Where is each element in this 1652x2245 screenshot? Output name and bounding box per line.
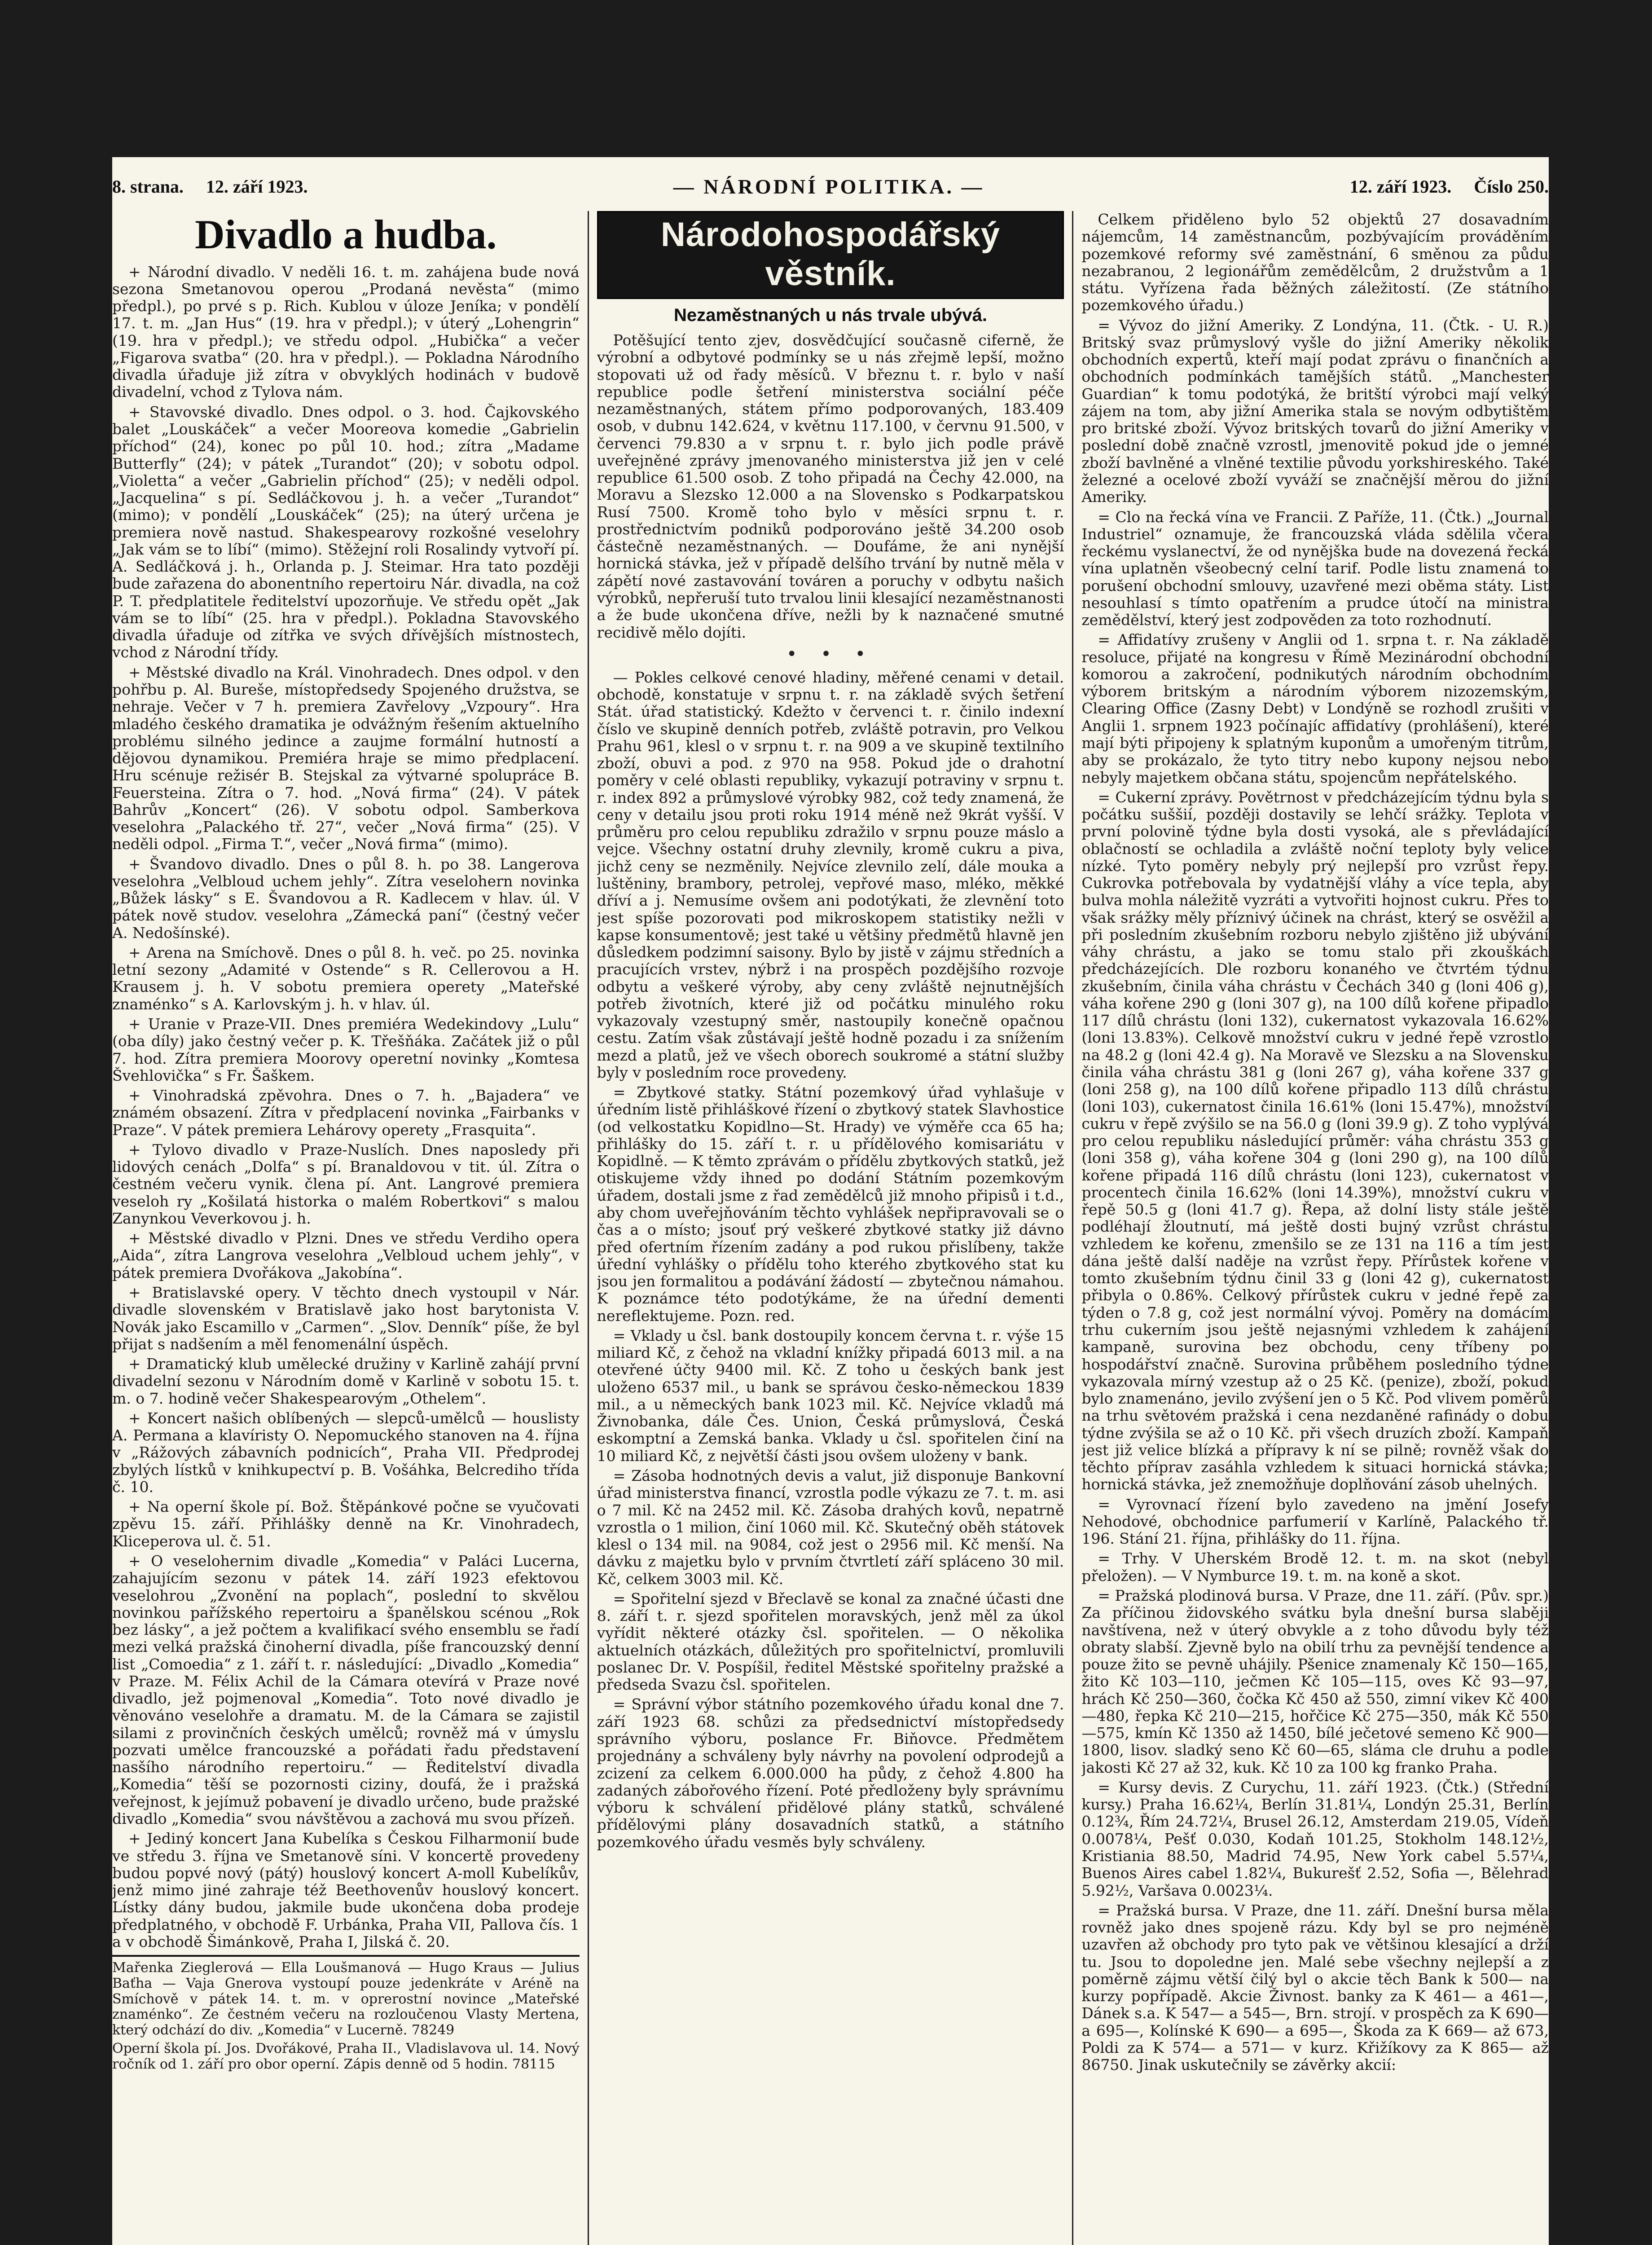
header-date-right: 12. září 1923. xyxy=(1349,176,1452,197)
advertisements xyxy=(112,1955,580,2073)
section-heading-theatre: Divadlo a hudba. xyxy=(195,211,497,257)
article-paragraph: = Správní výbor státního pozemkového úřadu konal dne 7. září 1923 68. schůzi za předsednictví místopředsedy správního výboru, poslance Fr. Biňovce. Předmětem projednány a schváleny byly návrhy na povolení odprodejů a zcizení za celkem 6.000.000 ha půdy, z čehož 4.800 ha zadaných zábořového řízení. Poté předloženy byly správnímu výboru k schválení přidělové plány statků, schválené přídělovými plány dosavadních statků, a státního pozemkového úřadu vesměs byly schváleny. xyxy=(597,1695,1064,1851)
lead-article: Potěšující tento zjev, dosvědčující současně ciferně, že výrobní a odbytové podmínky se u nás zřejmě lepší, možno stopovati už od řady měsíců. V březnu t. r. bylo v naší republice podle šetření ministerstva sociální péče nezaměstnaných, státem přímo podporovaných, 183.409 osob, v dubnu 142.624, v květnu 117.100, v červnu 91.500, v červenci 79.830 a v srpnu t. r. bylo jich podle právě uveřejněné zprávy jmenovaného ministerstva již jen v celé republice 61.500 osob. Z toho připadá na Čechy 42.000, na Moravu a Slezsko 12.000 a na Slovensko s Podkarpatskou Rusí 7500. Kromě toho bylo v měsíci srpnu t. r. prostřednictvím podniků podporováno ještě 34.200 osob částečně nezaměstnaných. — Doufáme, že ani nynější hornická stávka, jež v případě delšího trvání by nutně měla v zápětí nové zastavování továren a poruchy v odbytu našich výrobků, nepřeruší tuto trvalou linii klesající nezaměstnanosti a že bude ukončena dříve, nežli by k naznačené smutné recidivě mělo dojíti. xyxy=(597,331,1064,641)
column-economy xyxy=(597,211,1064,2245)
article-paragraph: = Vývoz do jižní Ameriky. Z Londýna, 11. (Čtk. - U. R.) Britský svaz průmyslový vyšle do jižní Ameriky několik obchodních expertů, kteří mají podat zprávu o finančních a obchodních podmínkách tamějších států. „Manchester Guardian“ k tomu podotýká, že britští výrobci mají velký zájem na tom, aby jižní Amerika stala se novým odbytištěm pro britské zboží. Vývoz britských tovarů do jižní Ameriky v poslední době značně vzrostl, jmenovitě pokud jde o jemné zboží bavlněné a vlněné textilie původu yorkshireského. Také železné a ocelové zboží vyváží se značnější měrou do jižní Ameriky. xyxy=(1081,316,1549,506)
advertisement-text: Operní škola pí. Jos. Dvořákové, Praha II., Vladislavova ul. 14. Nový ročník od 1. září pro obor operní. Zápis denně od 5 hodin. 78115 xyxy=(112,2041,580,2072)
article-paragraph: = Kursy devis. Z Curychu, 11. září 1923. (Čtk.) (Střední kursy.) Praha 16.62¼, Berlín 31.81¼, Londýn 25.31, Berlín 0.12¾, Řím 24.72¼, Brusel 26.12, Amsterdam 219.05, Vídeň 0.0078¼, Pešť 0.030, Kodaň 101.25, Stokholm 148.12½, Kristiania 88.50, Madrid 74.95, New York cabel 5.57¼, Buenos Aires cabel 1.82¼, Bukurešť 2.52, Sofia —, Bělehrad 5.92½, Varšava 0.0023¼. xyxy=(1081,1778,1549,1899)
article-paragraph: + Jediný koncert Jana Kubelíka s Českou Filharmonií bude ve středu 3. října ve Smetanově síni. V koncertě provedeny budou popvé nový (pátý) houslový koncert A-moll Kubelíkův, jenž mimo jiné zahraje též Beethovenův houslový koncert. Lístky dány budou, jakmile bude ukončena doba prodeje předplatného, v obchodě F. Urbánka, Praha VII, Pallova čís. 1 a v obchodě Šimánkově, Praha I, Jilská č. 20. xyxy=(112,1830,580,1950)
column-divider xyxy=(1072,211,1073,2245)
masthead-title: — NÁRODNÍ POLITIKA. — xyxy=(673,175,984,198)
article-paragraph: + Vinohradská zpěvohra. Dnes o 7. h. „Bajadera“ ve známém obsazení. Zítra v předplacení novinka „Fairbanks v Praze“. V pátek premiera Lehárovy operety „Frasquita“. xyxy=(112,1087,580,1139)
article-paragraph: + Na operní škole pí. Bož. Štěpánkové počne se vyučovati zpěvu 15. září. Přihlášky denně na Kr. Vinohradech, Kliceperova ul. č. 51. xyxy=(112,1498,580,1550)
article-headline: Nezaměstnaných u nás trvale ubývá. xyxy=(673,305,988,325)
page-header xyxy=(112,171,1549,202)
article-paragraph: = Zásoba hodnotných devis a valut, již disponuje Bankovní úřad ministerstva financí, vzrostla podle výkazu ze 7. t. m. asi o 7 mil. Kč na 2452 mil. Kč. Zásoba drahých kovů, nepatrně vzrostla o 1 milion, činí 1060 mil. Kč. Skutečný oběh státovek klesl o 134 mil. na 9084, což jest o 2956 mil. Kč menší. Na dávku z majetku bylo v prvním čtvrtletí září spláceno 30 mil. Kč, celkem 3003 mil. Kč. xyxy=(597,1467,1064,1588)
column-theatre xyxy=(112,211,580,2245)
page-number: 8. strana. xyxy=(112,176,184,197)
advertisement-text: Mařenka Zieglerová — Ella Loušmanová — Hugo Kraus — Julius Baťha — Vaja Gnerova vystoupí pouze jedenkráte v Aréně na Smíchově v pátek 14. t. m. v oprerostní novince „Mateřské znaménko“. Ze čestném večeru na rozloučenou Vlasty Mertena, který odchází do div. „Komedia“ v Lucerně. 78249 xyxy=(112,1960,580,2038)
article-paragraph: + Uranie v Praze-VII. Dnes premiéra Wedekindovy „Lulu“ (oba díly) jako čestný večer p. K. Třešňáka. Začátek již o půl 7. hod. Zítra premiera Moorovy operetní novinky „Komtesa Švehlovička“ s Fr. Šaškem. xyxy=(112,1015,580,1084)
economy-articles-continued xyxy=(1081,211,1549,2073)
issue-number: Číslo 250. xyxy=(1474,176,1549,197)
newspaper-page xyxy=(112,157,1549,2245)
article-paragraph: = Cukerní zprávy. Povětrnost v předcházejícím týdnu byla s počátku suššií, později dostavily se lehčí srážky. Teplota v první polovině týdne byla dosti vysoká, ale s převládající oblačností se ochladila a zvláště noční teploty byly velice nízké. Tyto poměry nebyly prý nejlepší pro vzrůst řepy. Cukrovka potřebovala by vydatnější vláhy a více tepla, aby bulva mohla náležitě vyzráti a vytvořiti hojnost cukru. Přes to však srážky měly příznivý účinek na chrást, který se osvěžil a při posledním zkušebním rozboru nebylo zjištěno již ubývání váhy chrástu, a jako se tomu stalo při zkouškách předcházejících. Dle rozboru konaného ve čtvrtém týdnu zkušebním, činila váha chrástu v Čechách 340 g (loni 406 g), váha kořene 290 g (loni 307 g), na 100 dílů kořene připadlo 117 dílů chrástu (loni 132), cukernatost vykazovala 16.62% (loni 13.83%). Celkově množství cukru v jedné řepě vzrostlo na 48.2 g (loni 42.4 g). Na Moravě ve Slezsku a na Slovensku činila váha chrástu 381 g (loni 267 g), váha kořene 337 g (loni 258 g), na 100 dílů kořene připadlo 113 dílů chrástu (loni 103), cukernatost činila 16.61% (loni 15.47%), množství cukru v řepě zvýšilo se na 56.0 g (loni 39.9 g). Z toho vyplývá pro celou republiku následující průměr: váha chrástu 353 g (loni 358 g), váha kořene 304 g (loni 290 g), na 100 dílů kořene připadá 116 dílů chrástu (loni 123), cukernatost v procentech činila 16.62% (loni 14.39%), množství cukru v řepě 50.5 g (loni 41.7 g). Řepa, až dolní listy stále ještě podléhají žloutnutí, má ještě dosti bujný vzrůst chrástu vzhledem ke kořenu, zmenšilo se ze 131 na 116 a tím jest dána ještě další naděje na vzrůst řepy. Přírůstek kořene v tomto zkušebním týdnu činil 33 g (loni 42 g), cukernatost přibyla o 0.86%. Celkový přírůstek cukru v jedné řepě za týden o 7.8 g, což jest normální vývoj. Poměry na domácím trhu cukerním jsou ještě nejasnými vzhledem k zahájení kampaně, surovina bez obchodu, ceny tříbeny po hospodářství značně. Surovina průběhem posledního týdne vykazovala mírný vzestup až o 25 Kč. (penize), zboží, pokud bylo znamenáno, jevilo zvýšení jen o 5 Kč. Pod vlivem poměrů na trhu světovém pražská i cena nezdaněné rafinády o dobu týdne zvýšila se až o 10 Kč. při všech druzích zboží. Kampaň jest již velice blízká a přípravy k ní se pilně; rovněž však do těchto příprav zasáhla vzhledem k situaci hornická stávka; hornická stávka, jež znemožňuje doplňování zásob uhelných. xyxy=(1081,788,1549,1493)
article-paragraph: + Národní divadlo. V neděli 16. t. m. zahájena bude nová sezona Smetanovou operou „Prodaná nevěsta“ (mimo předpl.), po prvé s p. Rich. Kublou v úloze Jeníka; v pondělí 17. t. m. „Jan Hus“ (19. hra v předpl.); v úterý „Lohengrin“ (19. hra v předpl.); ve středu odpol. „Hubička“ a večer „Figarova svatba“ (20. hra v předpl.). — Pokladna Národního divadla úřaduje již zítra v obvyklých hodinách v budově divadelní, vchod z Tylova nám. xyxy=(112,263,580,401)
article-paragraph: = Pražská bursa. V Praze, dne 11. září. Dnešní bursa měla rovněž jako dnes spojeně rázu. Kdy byl se pro nejméně uzavřen až obchody pro tyto pak ve většinou klesající a drží tu. Jsou to dopoledne jen. Malé sebe všechny nejlepší a z poměrně zájmu větší čilý byl o akcie těch Bank k 500— na kurzy popřípadě. Akcie Živnost. banky za K 461— a 461—, Dánek s.a. K 547— a 545—, Brn. strojí. v prospěch za K 690— a 695—, Kolínské K 690— a 695—, Škoda za K 669— až 673, Poldi za K 574— a 571— v kurz. Křižíkovy za K 865— až 86750. Jinak uskutečnily se závěrky akcií: xyxy=(1081,1901,1549,2074)
article-paragraph: + Bratislavské opery. V těchto dnech vystoupil v Nár. divadle slovenském v Bratislavě jako host barytonista V. Novák jako Escamillo v „Carmen“. „Slov. Denník“ píše, že byl přijat s nadšením a měl fenomenální úspěch. xyxy=(112,1284,580,1353)
theatre-articles xyxy=(112,264,580,1951)
article-paragraph: + Stavovské divadlo. Dnes odpol. o 3. hod. Čajkovského balet „Louskáček“ a večer Mooreova komedie „Gabrielin příchod“ (24), konec po půl 10. hod.; zítra „Madame Butterfly“ (24); v pátek „Turandot“ (20); v sobotu odpol. „Violetta“ a večer „Gabrielin příchod“ (25); v neděli odpol. „Jacquelina“ s pí. Sedláčkovou j. h. a večer „Turandot“ (mimo); v pondělí „Louskáček“ (25); na úterý určena je premiera nově nastud. Shakespearovy rozkošné veselohry „Jak vám se to líbí“ (mimo). Stěžejní roli Rosalindy vytvoří pí. A. Sedláčková j. h., Orlanda p. J. Steimar. Hra tato později bude zařazena do abonentního repertoiru Nár. divadla, na což P. T. předplatitele ředitelství upozorňuje. Ve středu opět „Jak vám se to líbí“ (25. hra v předpl.). Pokladna Stavovského divadla úřaduje od zítřka ve svých dřívějších místnostech, vchod z Národní třídy. xyxy=(112,403,580,661)
article-paragraph: + Koncert našich oblíbených — slepců-umělců — houslisty A. Permana a klavíristy O. Nepomuckého stanoven na 4. října v „Rážových zábavních podnicích“, Praha VII. Předprodej zbylých lístků v knihkupectví p. B. Vošáhka, Belcrediho třída č. 10. xyxy=(112,1409,580,1496)
article-paragraph: + Tylovo divadlo v Praze-Nuslích. Dnes naposledy při lidových cenách „Dolfa“ s pí. Branaldovou v tit. úl. Zítra o čestném večeru vynik. členа pí. Ant. Langrové premiera veseloh ry „Košilatá historka o malém Robertkovi“ s malou Zanynkou Veverkovou j. h. xyxy=(112,1140,580,1227)
article-paragraph: + Švandovo divadlo. Dnes o půl 8. h. po 38. Langerova veselohra „Velbloud uchem jehly“. Zítra veselohern novinka „Bůžek lásky“ s E. Švandovou a R. Kadlecem v hlav. úl. V pátek nově studov. veselohra „Zámecká paní“ (čestný večer A. Nedošínské). xyxy=(112,855,580,942)
separator-dots: • • • xyxy=(786,643,875,665)
article-paragraph: + O veselohernim divadle „Komedia“ v Paláci Lucerna, zahajujícím sezonu v pátek 14. září 1923 efektovou veselohrou „Zvonění na poplach“, poslední to skvělou novinkou pařížského repertoiru a španělskou scénou „Rok bez lásky“, a jež počtem a kvalifikací svého ensemblu se řadí mezi velká pražská činoherní divadla, píše francouzský denní list „Comoedia“ z 1. září t. r. následující: „Divadlo „Komedia“ v Praze. M. Félix Achil de la Cámara otevírá v Praze nové divadlo, jež pojmenoval „Komedia“. Toto nové divadlo je věnováno veselohře a dramatu. M. de la Cámara se zajistil silami z provinčních českých umělců; rovněž má v úmyslu pozvati umělce francouzské a pořádati řadu představení nasšího národního repertoiru.“ — Ředitelství divadla „Komedia“ těší se pozornosti cizinу, doufá, že i pražská veřejnost, k jejímuž pobavení je divadlo určeno, bude pražské divadlo „Komedia“ svou návštěvou a zachová mu svou přízeň. xyxy=(112,1552,580,1827)
article-paragraph: = Clo na řecká vína ve Francii. Z Paříže, 11. (Čtk.) „Journal Industriel“ oznamuje, že francouzská vláda sdělila včera řeckému vyslanectví, že od nynějška bude na dovezená řecká vína uplatněn všeobecný celní tarif. Podle listu znamená to porušení obchodní smlouvy, uzavřené mezi oběma státy. List nesouhlasí s tímto opatřením a prudce útočí na ministra zemědělství, který jest zodpověden za toto rozhodnutí. xyxy=(1081,508,1549,629)
article-paragraph: = Affidatívy zrušeny v Anglii od 1. srpna t. r. Na základě resoluce, přijaté na kongresu v Římě Mezinárodní obchodní komorou a zakročení, podnikutých národním obchodním výborem britským a národním výborem nizozemským, Clearing Office (Zasny Debt) v Londýně se rozhodl zrušiti v Anglii 1. srpnem 1923 počínajíc affidatívy (prohlášení), které mají býti připojeny k splatným kuponům a umořeným titrům, aby se prokázalo, že tyto titry nebo kupony nejsou nebo nebyly majetkem občana státu, spojencům nepřátelského. xyxy=(1081,631,1549,786)
article-paragraph: + Arena na Smíchově. Dnes o půl 8. h. več. po 25. novinka letní sezony „Adamité v Ostende“ s R. Cellerovou a H. Krausem j. h. V sobotu premiera operety „Mateřské znaménko“ s A. Karlovským j. h. v hlav. úl. xyxy=(112,943,580,1013)
article-paragraph: Celkem přiděleno bylo 52 objektů 27 dosavadním nájemcům, 14 zaměstnancům, pozbývajícím prováděním pozemkové reformy své zaměstnání, 6 směnou za půdu nezabranou, 2 legionářům zemědělcům, 2 družstvům a 1 státu. Vyřízena řada běžných záležitostí. (Ze státního pozemkového úřadu.) xyxy=(1081,211,1549,314)
article-paragraph: + Městské divadlo na Král. Vinohradech. Dnes odpol. v den pohřbu p. Al. Bureše, místopředsedy Spojeného družstva, se nehraje. Večer v 7 h. premiera Zavřelovy „Vzpoury“. Hra mladého českého dramatika je odvážným řešením aktuelního problému silného jedince a zaujme formální hutností a dějovou dynamikou. Premiéra hraje se mimo předplacení. Hru scénuje režisér B. Stejskal za výtvarné spolupráce B. Feuersteina. Zítra o 7. hod. „Nová firma“ (24). V pátek Bahrův „Koncert“ (26). V sobotu odpol. Samberkova veselohra „Palackého tř. 27“, večer „Nová firma“ (25). V neděli odpol. „Firma T.“, večer „Nová firma“ (mimo). xyxy=(112,663,580,853)
section-heading-economy: Národohospodářský věstník. xyxy=(597,211,1064,299)
article-paragraph: — Pokles celkové cenové hladiny, měřené cenami v detail. obchodě, konstatuje v srpnu t. r. na základě svých šetření Stát. úřad statistický. Kdežto v červenci t. r. činilo indexní číslo ve skupině denních potřeb, zvláště potravin, pro Velkou Prahu 961, klesl o v srpnu t. r. na 909 a ve skupině textilního zboží, obuvi a pod. z 970 na 958. Pokud jde o drahotní poměry v celé oblasti republiky, vykazují potraviny v srpnu t. r. index 892 a průmyslové výrobky 982, což tedy znamená, že ceny v detailu jsou proti roku 1914 méně než 9krát vyšší. V průměru pro celou republiku zdražilo v srpnu pouze máslo a vejce. Všechny ostatní druhy zlevnily, kromě cukru a piva, jichž ceny se nezměnily. Nejvíce zlevnilo zelí, dále mouka a luštěniny, brambory, petrolej, vepřové maso, mléko, měkké dříví a j. Nemusíme ovšem ani podotýkati, že zlevnění toto jest spíše pozorovati pod mikroskopem statistiky nežli v kapse konsumentově; jest také u většiny předmětů hlavně jen důsledkem podzimní saisony. Bylo by jistě v zájmu středních a pracujících vrstev, nýbrž i na prospěch pozdějšího rozvoje odbytu a veškeré výroby, aby ceny zvláště nejnutnějších potřeb životních, které již od počátku minulého roku vykazovaly vzestupný směr, nastoupily konečně opačnou cestu. Zatím však zůstávají ještě hodně pozadu i za snížením mezd a platů, jež ve všech oborech soukromé a státní služby byly v posledním roce provedeny. xyxy=(597,668,1064,1081)
economy-articles xyxy=(597,669,1064,1851)
header-date-left: 12. září 1923. xyxy=(206,176,308,197)
article-paragraph: = Vyrovnací řízení bylo zavedeno na jmění Josefy Nehodové, obchodnice parfumerií v Karlíně, Palackého tř. 196. Stání 21. října, přihlášky do 11. října. xyxy=(1081,1495,1549,1548)
column-divider xyxy=(588,211,589,2245)
article-paragraph: = Spořitelní sjezd v Břeclavě se konal za značné účasti dne 8. září t. r. sjezd spořitelen moravských, jenž měl za úkol vyřídit některé otázky čsl. spořitelen. — O několika aktuelních otázkách, důležitých pro spořitelnictví, promluvili poslanec Dr. V. Pospíšil, ředitel Městské spořitelny pražské a předseda Svazu čsl. spořitelen. xyxy=(597,1589,1064,1694)
article-paragraph: = Pražská plodinová bursa. V Praze, dne 11. září. (Pův. spr.) Za příčinou židovského svátku byla dnešní bursa slaběji navštívena, než v úterý obvykle a z toho důvodu byly též obraty slabší. Zjevně bylo na obilí trhu za pevnější tendence a pouze žito se pevně uhájily. Pšenice znamenaly Kč 150—165, žito Kč 103—110, ječmen Kč 105—115, oves Kč 93—97, hrách Kč 250—360, čočka Kč 450 až 550, zimní vikev Kč 400—480, řepka Kč 210—215, hořčice Kč 275—350, mák Kč 550—575, kmín Kč 1350 až 1450, bílé ječetové semeno Kč 900—1800, lisov. sladký seno Kč 60—65, sláma cle druhu a podle jakosti Kč 27 až 32, kuk. Kč 10 za 100 kg franko Praha. xyxy=(1081,1586,1549,1776)
article-paragraph: = Vklady u čsl. bank dostoupily koncem června t. r. výše 15 miliard Kč, z čehož na vkladní knížky připadá 6013 mil. a na otevřené účty 9400 mil. Kč. Z toho u českých bank jest uloženo 6537 mil., u bank se správou česko-německou 1839 mil., a u německých bank 1023 mil. Kč. Nejvíce vkladů má Živnobanka, dále Čes. Union, Česká průmyslová, Česká eskomptní a Zemská banka. Vklady u čsl. spořitelen činí na 10 miliard Kč, z největší části jsou ovšem uloženy v bank. xyxy=(597,1326,1064,1465)
article-paragraph: = Zbytkové statky. Státní pozemkový úřad vyhlašuje v úředním listě přihláškové řízení o zbytkový statek Slavhostice (od velkostatku Kopidlno—St. Hrady) ve výměře cca 65 ha; přihlášky do 15. září t. r. u přídělového komisariátu v Kopidlně. — K těmto zprávám o přídělu zbytkových statků, jež otiskujeme vždy ihned po dodání Státním pozemkovým úřadem, dostali jsme z řad zemědělců již mnoho připisů i t.d., aby chom uveřejňováním těchto vyhlášek nepřipravovali se o čas a o místo; jsouť prý veškeré zbytkové statky již dávno před ofertním řízením zadány a pod rukou přislíbeny, takže úřední vyhlášky o přídělu toho kterého zbytkového stat ku jsou jen formalitou a podávání žádostí — zbytečnou námahou. K poznámce této podotýkáme, že na úřední dementi nereflektujeme. Pozn. red. xyxy=(597,1083,1064,1325)
article-paragraph: = Trhy. V Uherském Brodě 12. t. m. na skot (nebyl přeložen). — V Nymburce 19. t. m. na koně a skot. xyxy=(1081,1549,1549,1585)
column-economy-continued xyxy=(1081,211,1549,2245)
article-paragraph: + Městské divadlo v Plzni. Dnes ve středu Verdiho opera „Aida“, zítra Langrova veselohra „Velbloud uchem jehly“, v pátek premiera Dvořákova „Jakobína“. xyxy=(112,1229,580,1281)
article-paragraph: + Dramatický klub umělecké družiny v Karlině zahájí první divadelní sezonu v Národním domě v Karlině v sobotu 15. t. m. o 7. hodině večer Shakespearovým „Othelem“. xyxy=(112,1355,580,1407)
